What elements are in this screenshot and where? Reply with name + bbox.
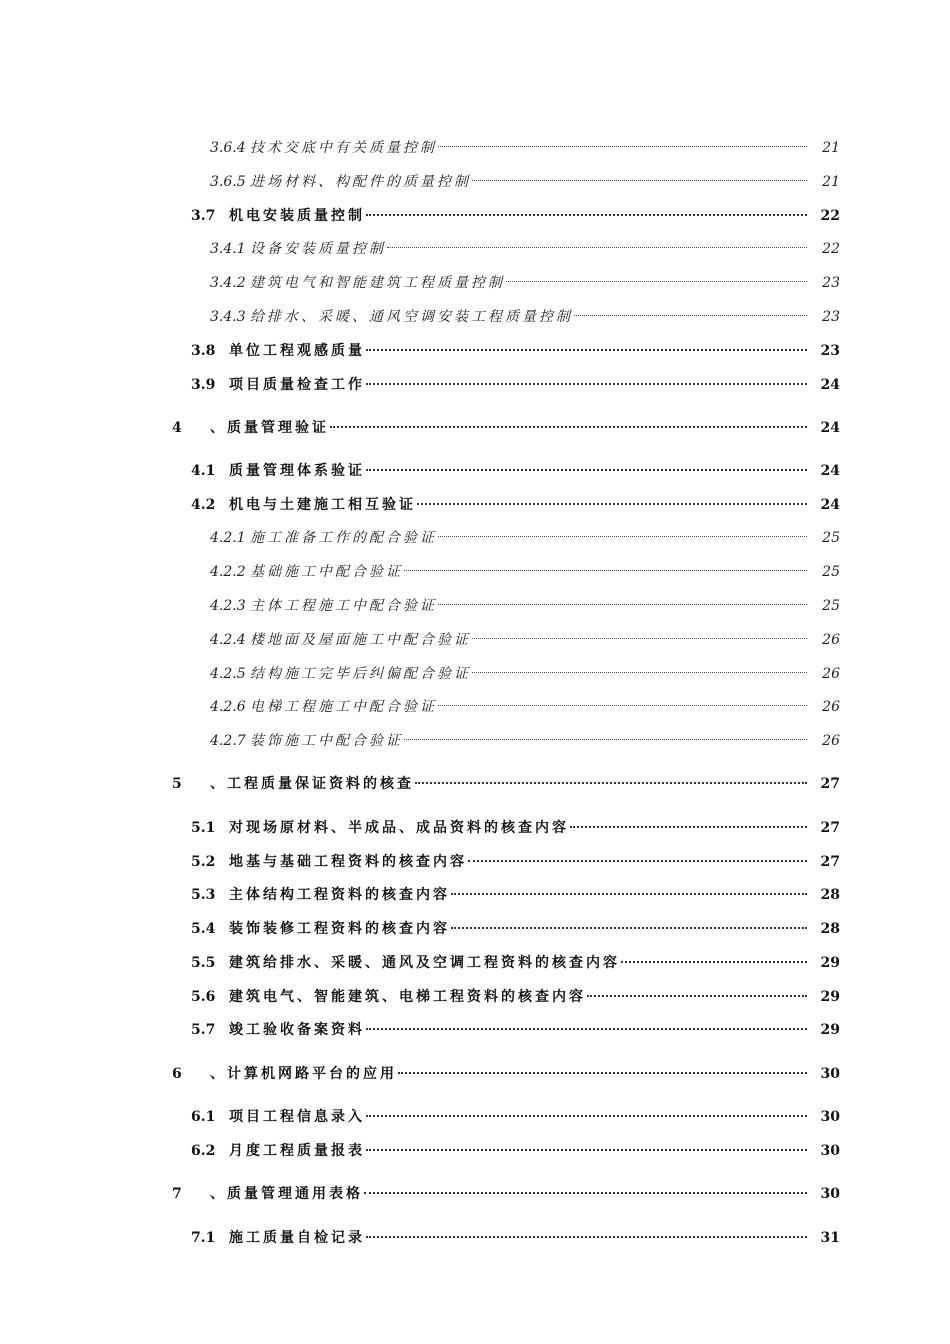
toc-entry-title: 机电安装质量控制	[229, 208, 365, 224]
toc-entry-number: 6.2	[191, 1143, 216, 1159]
toc-entry-page-number: 25	[822, 564, 840, 580]
toc-dot-leader	[387, 233, 807, 253]
toc-entry[interactable]	[210, 522, 840, 548]
toc-entry[interactable]	[191, 846, 840, 872]
toc-entry[interactable]	[172, 768, 840, 794]
toc-entry-number: 4.2.5	[210, 666, 246, 682]
toc-dot-leader	[438, 522, 807, 542]
toc-dot-leader	[366, 455, 807, 475]
toc-dot-leader	[587, 981, 807, 1001]
toc-entry-title: 主体工程施工中配合验证	[250, 598, 437, 614]
toc-entry-title: 月度工程质量报表	[229, 1143, 365, 1159]
toc-dot-leader	[574, 301, 807, 321]
toc-entry[interactable]	[210, 624, 840, 650]
toc-entry-page-number: 30	[820, 1143, 840, 1159]
toc-entry-title: 建筑电气、智能建筑、电梯工程资料的核查内容	[229, 989, 586, 1005]
toc-entry-title: 项目工程信息录入	[229, 1109, 365, 1125]
toc-entry-title: 、质量管理通用表格	[210, 1186, 363, 1202]
toc-entry-number: 5.6	[191, 989, 216, 1005]
toc-entry-page-number: 23	[820, 343, 840, 359]
toc-entry-number: 5.2	[191, 854, 216, 870]
toc-entry-title: 竣工验收备案资料	[229, 1022, 365, 1038]
toc-entry-number: 4.2.6	[210, 699, 246, 715]
toc-entry-title: 给排水、采暖、通风空调安装工程质量控制	[250, 309, 573, 325]
toc-entry-number: 4.2.4	[210, 632, 246, 648]
toc-entry-title: 施工准备工作的配合验证	[250, 530, 437, 546]
toc-entry-title: 建筑给排水、采暖、通风及空调工程资料的核查内容	[229, 955, 620, 971]
toc-entry[interactable]	[172, 412, 840, 438]
toc-entry-page-number: 27	[820, 820, 840, 836]
toc-entry-page-number: 27	[820, 854, 840, 870]
toc-dot-leader	[404, 556, 807, 576]
toc-entry-page-number: 22	[822, 241, 840, 257]
toc-dot-leader	[366, 1101, 807, 1121]
toc-entry-title: 结构施工完毕后纠偏配合验证	[250, 666, 471, 682]
toc-entry-page-number: 24	[820, 377, 840, 393]
toc-entry-number: 3.8	[191, 343, 216, 359]
toc-dot-leader	[438, 590, 807, 610]
toc-entry-title: 项目质量检查工作	[229, 377, 365, 393]
toc-entry[interactable]	[191, 913, 840, 939]
toc-entry-number: 4.2	[191, 497, 216, 513]
toc-entry-page-number: 29	[820, 955, 840, 971]
toc-dot-leader	[398, 1058, 807, 1078]
toc-entry-page-number: 26	[822, 733, 840, 749]
toc-entry[interactable]	[210, 691, 840, 717]
toc-entry[interactable]	[210, 301, 840, 327]
toc-entry-number: 4.2.7	[210, 733, 246, 749]
toc-entry-number: 5.1	[191, 820, 216, 836]
toc-dot-leader	[366, 369, 807, 389]
toc-entry[interactable]	[172, 1058, 840, 1084]
toc-entry[interactable]	[210, 132, 840, 158]
toc-dot-leader	[404, 725, 807, 745]
toc-dot-leader	[451, 879, 807, 899]
toc-entry-page-number: 26	[822, 666, 840, 682]
toc-dot-leader	[468, 846, 807, 866]
toc-entry-number: 3.6.4	[210, 140, 246, 156]
toc-entry[interactable]	[191, 947, 840, 973]
toc-entry[interactable]	[191, 879, 840, 905]
toc-dot-leader	[438, 691, 807, 711]
toc-entry[interactable]	[191, 1135, 840, 1161]
toc-dot-leader	[417, 489, 807, 509]
toc-dot-leader	[366, 200, 807, 220]
toc-entry-number: 5	[172, 776, 182, 792]
toc-entry-title: 装饰施工中配合验证	[250, 733, 403, 749]
toc-entry-title: 地基与基础工程资料的核查内容	[229, 854, 467, 870]
toc-entry-title: 施工质量自检记录	[229, 1230, 365, 1246]
toc-entry[interactable]	[210, 658, 840, 684]
toc-entry-page-number: 21	[822, 140, 840, 156]
toc-entry-page-number: 23	[822, 275, 840, 291]
toc-entry-number: 5.3	[191, 887, 216, 903]
toc-entry-number: 3.4.2	[210, 275, 246, 291]
toc-entry-number: 5.5	[191, 955, 216, 971]
toc-entry[interactable]	[210, 166, 840, 192]
toc-dot-leader	[364, 1178, 807, 1198]
toc-dot-leader	[472, 624, 807, 644]
toc-entry-page-number: 26	[822, 632, 840, 648]
toc-entry-page-number: 21	[822, 174, 840, 190]
toc-dot-leader	[451, 913, 807, 933]
toc-entry-number: 3.6.5	[210, 174, 246, 190]
toc-entry-number: 5.7	[191, 1022, 216, 1038]
toc-entry-title: 、质量管理验证	[210, 420, 329, 436]
toc-entry-number: 3.7	[191, 208, 216, 224]
toc-entry[interactable]	[191, 455, 840, 481]
toc-entry-page-number: 30	[820, 1109, 840, 1125]
toc-entry-title: 单位工程观感质量	[229, 343, 365, 359]
toc-dot-leader	[330, 412, 807, 432]
toc-entry-number: 3.9	[191, 377, 216, 393]
toc-entry[interactable]	[191, 812, 840, 838]
toc-dot-leader	[415, 768, 807, 788]
toc-entry-page-number: 23	[822, 309, 840, 325]
toc-entry-number: 4	[172, 420, 182, 436]
toc-entry-number: 4.2.2	[210, 564, 246, 580]
toc-entry-page-number: 28	[820, 887, 840, 903]
toc-entry-title: 楼地面及屋面施工中配合验证	[250, 632, 471, 648]
toc-entry-number: 4.2.3	[210, 598, 246, 614]
toc-entry[interactable]	[191, 1222, 840, 1248]
toc-entry[interactable]	[191, 489, 840, 515]
toc-entry-number: 7.1	[191, 1230, 216, 1246]
toc-entry-page-number: 22	[820, 208, 840, 224]
toc-entry[interactable]	[191, 200, 840, 226]
toc-dot-leader	[506, 267, 807, 287]
toc-entry[interactable]	[191, 369, 840, 395]
toc-entry-title: 技术交底中有关质量控制	[250, 140, 437, 156]
toc-entry-page-number: 30	[820, 1186, 840, 1202]
toc-entry[interactable]	[191, 981, 840, 1007]
toc-entry-title: 、计算机网路平台的应用	[210, 1066, 397, 1082]
toc-dot-leader	[570, 812, 807, 832]
toc-entry[interactable]	[210, 590, 840, 616]
toc-entry-title: 建筑电气和智能建筑工程质量控制	[250, 275, 505, 291]
toc-dot-leader	[438, 132, 807, 152]
toc-dot-leader	[366, 1014, 807, 1034]
toc-entry-number: 3.4.3	[210, 309, 246, 325]
toc-dot-leader	[621, 947, 807, 967]
toc-dot-leader	[366, 1222, 807, 1242]
toc-entry-page-number: 29	[820, 989, 840, 1005]
toc-entry-page-number: 28	[820, 921, 840, 937]
toc-entry-number: 4.1	[191, 463, 216, 479]
toc-entry-title: 对现场原材料、半成品、成品资料的核查内容	[229, 820, 569, 836]
toc-entry[interactable]	[191, 1101, 840, 1127]
toc-entry-page-number: 27	[820, 776, 840, 792]
toc-dot-leader	[366, 1135, 807, 1155]
toc-entry[interactable]	[191, 335, 840, 361]
toc-entry-page-number: 25	[822, 530, 840, 546]
toc-dot-leader	[472, 166, 807, 186]
toc-entry-title: 质量管理体系验证	[229, 463, 365, 479]
toc-entry[interactable]	[191, 1014, 840, 1040]
toc-entry-title: 机电与土建施工相互验证	[229, 497, 416, 513]
toc-entry-page-number: 26	[822, 699, 840, 715]
toc-dot-leader	[472, 658, 807, 678]
toc-dot-leader	[366, 335, 807, 355]
toc-entry-page-number: 25	[822, 598, 840, 614]
toc-entry-page-number: 29	[820, 1022, 840, 1038]
toc-entry-page-number: 24	[820, 420, 840, 436]
toc-entry-number: 5.4	[191, 921, 216, 937]
toc-entry-number: 6	[172, 1066, 182, 1082]
toc-entry-title: 、工程质量保证资料的核查	[210, 776, 414, 792]
toc-entry-page-number: 31	[820, 1230, 840, 1246]
toc-entry[interactable]	[210, 556, 840, 582]
toc-entry-title: 进场材料、构配件的质量控制	[250, 174, 471, 190]
toc-entry[interactable]	[210, 233, 840, 259]
toc-entry-title: 设备安装质量控制	[250, 241, 386, 257]
toc-entry-title: 主体结构工程资料的核查内容	[229, 887, 450, 903]
toc-entry-number: 3.4.1	[210, 241, 246, 257]
toc-entry-title: 电梯工程施工中配合验证	[250, 699, 437, 715]
toc-entry-title: 装饰装修工程资料的核查内容	[229, 921, 450, 937]
toc-entry-page-number: 30	[820, 1066, 840, 1082]
toc-entry[interactable]	[210, 267, 840, 293]
toc-entry-page-number: 24	[820, 497, 840, 513]
toc-entry[interactable]	[210, 725, 840, 751]
toc-entry-title: 基础施工中配合验证	[250, 564, 403, 580]
toc-entry-number: 7	[172, 1186, 182, 1202]
toc-entry-number: 6.1	[191, 1109, 216, 1125]
toc-entry[interactable]	[172, 1178, 840, 1204]
toc-entry-page-number: 24	[820, 463, 840, 479]
toc-entry-number: 4.2.1	[210, 530, 246, 546]
